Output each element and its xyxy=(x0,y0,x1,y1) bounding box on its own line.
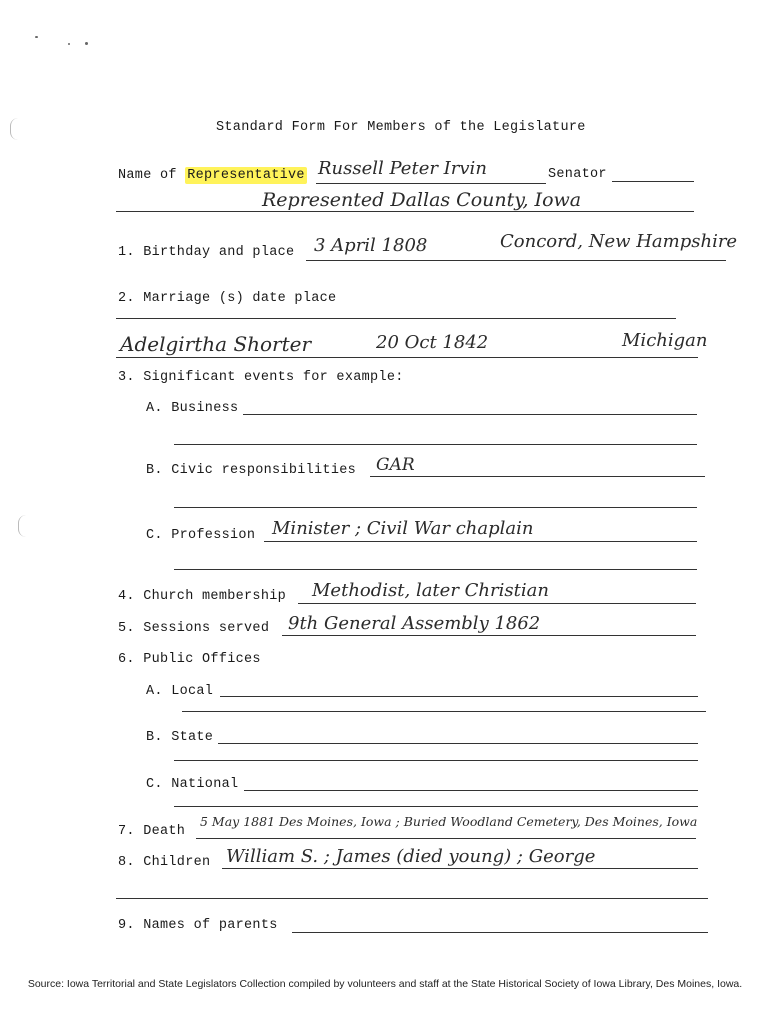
q3-label: 3. Significant events for example: xyxy=(118,370,404,385)
q2-line xyxy=(116,318,676,319)
q6c-label: C. National xyxy=(146,777,239,792)
scan-speck xyxy=(85,42,88,45)
profession-handwriting: Minister ; Civil War chaplain xyxy=(272,518,534,539)
q6b-line-2 xyxy=(174,760,698,761)
q3a-line xyxy=(243,414,697,415)
marriage-place-handwriting: Michigan xyxy=(622,330,708,351)
sessions-handwriting: 9th General Assembly 1862 xyxy=(288,613,541,634)
form-title: Standard Form For Members of the Legislature xyxy=(216,120,586,135)
birth-date-handwriting: 3 April 1808 xyxy=(314,235,428,256)
q6a-line xyxy=(220,696,698,697)
name-line xyxy=(316,183,546,184)
civic-handwriting: GAR xyxy=(376,455,415,475)
q3c-line xyxy=(264,541,697,542)
q4-line xyxy=(298,603,696,604)
q3a-line-2 xyxy=(174,444,697,445)
q5-line xyxy=(282,635,696,636)
q3b-line xyxy=(370,476,705,477)
q7-label: 7. Death xyxy=(118,824,186,839)
q2-label: 2. Marriage (s) date place xyxy=(118,291,337,306)
spouse-handwriting: Adelgirtha Shorter xyxy=(120,332,312,356)
q6-label: 6. Public Offices xyxy=(118,652,261,667)
q6a-line-2 xyxy=(182,711,706,712)
q6b-label: B. State xyxy=(146,730,214,745)
birth-place-handwriting: Concord, New Hampshire xyxy=(500,231,738,252)
q8-label: 8. Children xyxy=(118,855,211,870)
q3c-line-2 xyxy=(174,569,697,570)
death-handwriting: 5 May 1881 Des Moines, Iowa ; Buried Woodland Cemetery, Des Moines, Iowa xyxy=(200,814,698,829)
scan-speck xyxy=(68,43,70,45)
q9-line xyxy=(292,932,708,933)
name-label xyxy=(118,168,307,183)
children-handwriting: William S. ; James (died young) ; George xyxy=(226,846,596,867)
q3b-line-2 xyxy=(174,507,697,508)
marriage-date-handwriting: 20 Oct 1842 xyxy=(376,332,489,353)
q6b-line xyxy=(218,743,698,744)
q6c-line xyxy=(244,790,698,791)
senator-label: Senator xyxy=(548,167,607,182)
q1-line xyxy=(306,260,726,261)
scan-speck xyxy=(35,36,38,38)
name-label-prefix: Name of xyxy=(118,168,177,183)
representative-highlight: Representative xyxy=(187,168,305,183)
q5-label: 5. Sessions served xyxy=(118,621,270,636)
q2-answer-line xyxy=(116,357,698,358)
name-handwriting: Russell Peter Irvin xyxy=(318,158,487,179)
scan-margin-mark xyxy=(10,118,19,140)
q8-line xyxy=(222,868,698,869)
represented-line xyxy=(116,211,694,212)
church-handwriting: Methodist, later Christian xyxy=(312,580,549,601)
q7-line xyxy=(196,838,696,839)
q6c-line-2 xyxy=(174,806,698,807)
q1-label: 1. Birthday and place xyxy=(118,245,295,260)
q8-line-2 xyxy=(116,898,708,899)
represented-handwriting: Represented Dallas County, Iowa xyxy=(262,189,582,211)
q3b-label: B. Civic responsibilities xyxy=(146,463,357,478)
source-caption: Source: Iowa Territorial and State Legislators Collection compiled by volunteers and staff at the State Historical Society of Iowa Library, Des Moines, Iowa. xyxy=(27,978,743,990)
q9-label: 9. Names of parents xyxy=(118,918,278,933)
q3a-label: A. Business xyxy=(146,401,239,416)
q3c-label: C. Profession xyxy=(146,528,256,543)
q6a-label: A. Local xyxy=(146,684,214,699)
senator-line xyxy=(612,181,694,182)
q4-label: 4. Church membership xyxy=(118,589,287,604)
scan-margin-mark xyxy=(18,515,27,537)
